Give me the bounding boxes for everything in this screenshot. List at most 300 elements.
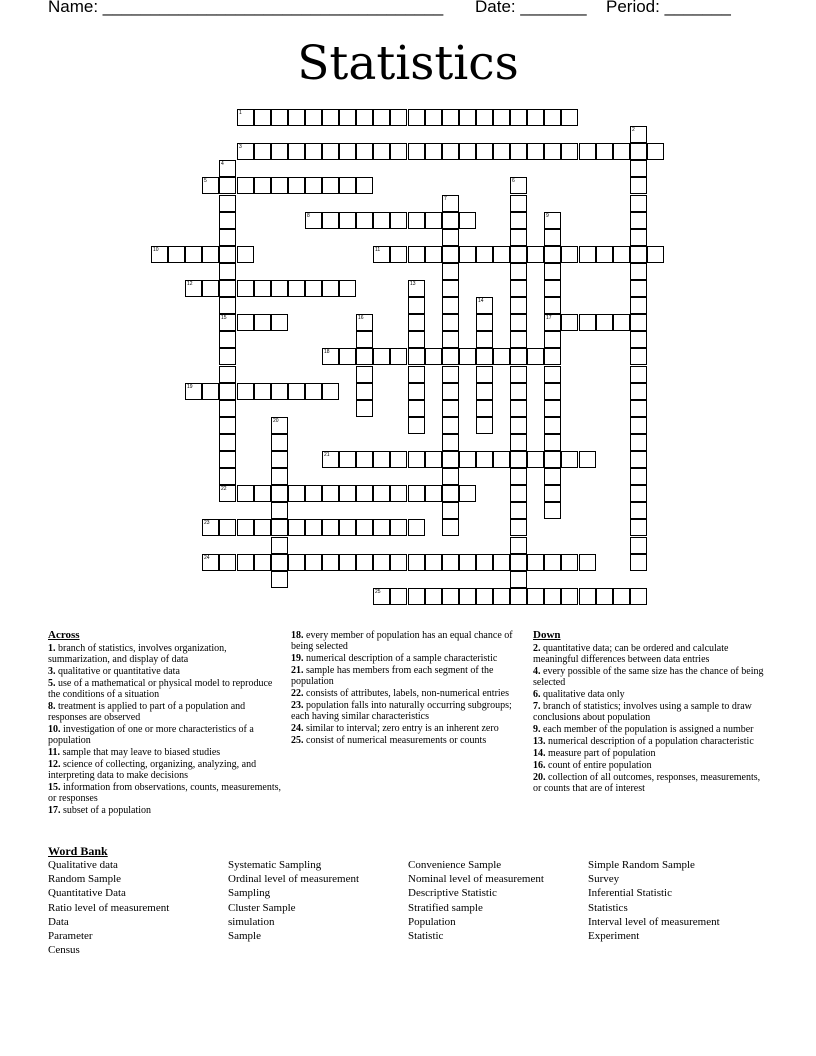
crossword-cell[interactable]	[510, 331, 527, 348]
crossword-cell[interactable]	[356, 331, 373, 348]
crossword-cell[interactable]	[219, 297, 236, 314]
crossword-cell[interactable]	[459, 554, 476, 571]
crossword-cell[interactable]	[305, 177, 322, 194]
crossword-cell[interactable]	[544, 109, 561, 126]
crossword-cell[interactable]	[442, 109, 459, 126]
crossword-cell[interactable]	[510, 451, 527, 468]
crossword-cell[interactable]	[630, 434, 647, 451]
crossword-cell[interactable]	[356, 348, 373, 365]
crossword-cell[interactable]	[493, 588, 510, 605]
crossword-cell[interactable]	[544, 263, 561, 280]
crossword-cell[interactable]	[510, 109, 527, 126]
crossword-cell[interactable]	[322, 177, 339, 194]
crossword-cell[interactable]	[510, 434, 527, 451]
crossword-cell[interactable]	[476, 417, 493, 434]
crossword-cell[interactable]	[408, 383, 425, 400]
crossword-cell[interactable]	[544, 229, 561, 246]
crossword-cell[interactable]	[322, 280, 339, 297]
crossword-cell[interactable]	[202, 383, 219, 400]
crossword-cell[interactable]	[373, 519, 390, 536]
crossword-cell[interactable]	[288, 109, 305, 126]
crossword-cell[interactable]	[459, 212, 476, 229]
crossword-cell[interactable]	[630, 417, 647, 434]
crossword-cell[interactable]	[510, 383, 527, 400]
crossword-cell[interactable]	[390, 451, 407, 468]
crossword-cell[interactable]	[442, 246, 459, 263]
crossword-cell[interactable]	[510, 229, 527, 246]
crossword-cell[interactable]	[305, 485, 322, 502]
crossword-cell[interactable]	[613, 314, 630, 331]
crossword-cell[interactable]	[339, 348, 356, 365]
crossword-cell[interactable]	[356, 383, 373, 400]
crossword-cell[interactable]	[425, 451, 442, 468]
crossword-cell[interactable]	[271, 434, 288, 451]
crossword-cell[interactable]	[544, 280, 561, 297]
crossword-cell[interactable]	[237, 519, 254, 536]
crossword-cell[interactable]	[442, 314, 459, 331]
crossword-cell[interactable]	[390, 348, 407, 365]
crossword-cell[interactable]	[237, 280, 254, 297]
crossword-cell[interactable]	[459, 348, 476, 365]
crossword-cell[interactable]	[339, 109, 356, 126]
crossword-cell[interactable]	[339, 519, 356, 536]
crossword-cell[interactable]	[356, 554, 373, 571]
crossword-cell[interactable]	[168, 246, 185, 263]
crossword-cell[interactable]	[544, 331, 561, 348]
crossword-cell[interactable]	[219, 468, 236, 485]
crossword-cell[interactable]	[630, 177, 647, 194]
crossword-cell[interactable]	[493, 451, 510, 468]
crossword-cell[interactable]	[408, 588, 425, 605]
crossword-cell[interactable]	[544, 588, 561, 605]
crossword-cell[interactable]	[390, 588, 407, 605]
crossword-cell[interactable]	[219, 331, 236, 348]
crossword-cell[interactable]	[219, 417, 236, 434]
crossword-cell[interactable]	[442, 502, 459, 519]
crossword-cell[interactable]	[254, 519, 271, 536]
crossword-cell[interactable]	[459, 451, 476, 468]
crossword-cell[interactable]	[339, 177, 356, 194]
crossword-cell[interactable]	[408, 297, 425, 314]
crossword-cell[interactable]	[476, 331, 493, 348]
crossword-cell[interactable]	[305, 109, 322, 126]
crossword-cell[interactable]	[544, 143, 561, 160]
crossword-cell[interactable]	[476, 246, 493, 263]
crossword-cell[interactable]	[288, 519, 305, 536]
crossword-cell[interactable]	[271, 571, 288, 588]
crossword-cell[interactable]	[322, 519, 339, 536]
crossword-cell[interactable]	[339, 212, 356, 229]
crossword-cell[interactable]	[544, 417, 561, 434]
crossword-cell[interactable]	[544, 485, 561, 502]
crossword-cell[interactable]	[408, 314, 425, 331]
crossword-cell[interactable]	[476, 588, 493, 605]
crossword-cell[interactable]	[476, 383, 493, 400]
crossword-cell[interactable]	[579, 588, 596, 605]
crossword-cell[interactable]	[544, 297, 561, 314]
crossword-cell[interactable]	[579, 314, 596, 331]
crossword-cell[interactable]	[476, 109, 493, 126]
crossword-cell[interactable]	[510, 417, 527, 434]
crossword-cell[interactable]	[561, 314, 578, 331]
crossword-cell[interactable]	[390, 485, 407, 502]
crossword-cell[interactable]	[510, 314, 527, 331]
crossword-cell[interactable]	[305, 554, 322, 571]
crossword-cell[interactable]	[237, 177, 254, 194]
crossword-cell[interactable]	[630, 331, 647, 348]
crossword-cell[interactable]	[510, 297, 527, 314]
crossword-cell[interactable]	[219, 177, 236, 194]
crossword-cell[interactable]	[408, 451, 425, 468]
crossword-cell[interactable]	[561, 109, 578, 126]
crossword-cell[interactable]	[390, 212, 407, 229]
crossword-cell[interactable]	[442, 348, 459, 365]
crossword-cell[interactable]	[356, 177, 373, 194]
crossword-cell[interactable]	[408, 485, 425, 502]
crossword-cell[interactable]	[425, 588, 442, 605]
crossword-cell[interactable]	[630, 366, 647, 383]
crossword-cell[interactable]	[425, 348, 442, 365]
crossword-cell[interactable]	[288, 485, 305, 502]
crossword-cell[interactable]	[459, 143, 476, 160]
crossword-cell[interactable]	[561, 143, 578, 160]
crossword-cell[interactable]	[408, 246, 425, 263]
crossword-cell[interactable]	[237, 554, 254, 571]
crossword-cell[interactable]	[630, 588, 647, 605]
crossword-cell[interactable]	[476, 314, 493, 331]
crossword-cell[interactable]	[579, 554, 596, 571]
crossword-cell[interactable]	[630, 451, 647, 468]
crossword-cell[interactable]	[305, 383, 322, 400]
crossword-cell[interactable]	[408, 519, 425, 536]
crossword-cell[interactable]	[373, 485, 390, 502]
crossword-cell[interactable]	[408, 400, 425, 417]
crossword-cell[interactable]	[493, 109, 510, 126]
crossword-cell[interactable]	[442, 229, 459, 246]
crossword-cell[interactable]	[408, 366, 425, 383]
crossword-cell[interactable]	[219, 280, 236, 297]
crossword-cell[interactable]	[408, 109, 425, 126]
crossword-cell[interactable]	[510, 212, 527, 229]
crossword-cell[interactable]	[322, 554, 339, 571]
crossword-cell[interactable]	[442, 143, 459, 160]
crossword-cell[interactable]	[356, 143, 373, 160]
crossword-cell[interactable]	[442, 263, 459, 280]
crossword-cell[interactable]	[373, 348, 390, 365]
crossword-cell[interactable]	[271, 280, 288, 297]
crossword-cell[interactable]	[254, 383, 271, 400]
crossword-cell[interactable]	[459, 588, 476, 605]
crossword-cell[interactable]	[544, 246, 561, 263]
crossword-cell[interactable]	[510, 263, 527, 280]
crossword-cell[interactable]	[271, 451, 288, 468]
crossword-cell[interactable]	[288, 383, 305, 400]
crossword-cell[interactable]	[288, 554, 305, 571]
crossword-cell[interactable]	[356, 400, 373, 417]
crossword-cell[interactable]	[510, 195, 527, 212]
crossword-cell[interactable]	[442, 434, 459, 451]
crossword-cell[interactable]	[356, 212, 373, 229]
crossword-cell[interactable]	[579, 451, 596, 468]
crossword-cell[interactable]	[527, 588, 544, 605]
crossword-cell[interactable]	[630, 195, 647, 212]
crossword-cell[interactable]	[596, 143, 613, 160]
crossword-cell[interactable]	[425, 109, 442, 126]
crossword-cell[interactable]	[271, 109, 288, 126]
crossword-cell[interactable]	[219, 434, 236, 451]
crossword-cell[interactable]	[271, 314, 288, 331]
crossword-cell[interactable]	[510, 554, 527, 571]
crossword-cell[interactable]	[544, 400, 561, 417]
crossword-cell[interactable]	[305, 143, 322, 160]
crossword-cell[interactable]	[442, 297, 459, 314]
crossword-cell[interactable]	[237, 383, 254, 400]
crossword-cell[interactable]	[425, 246, 442, 263]
crossword-cell[interactable]	[322, 383, 339, 400]
crossword-cell[interactable]	[322, 109, 339, 126]
crossword-cell[interactable]	[596, 246, 613, 263]
crossword-cell[interactable]	[408, 331, 425, 348]
crossword-cell[interactable]	[288, 143, 305, 160]
crossword-cell[interactable]	[408, 143, 425, 160]
crossword-cell[interactable]	[561, 554, 578, 571]
crossword-cell[interactable]	[510, 348, 527, 365]
crossword-cell[interactable]	[493, 348, 510, 365]
crossword-cell[interactable]	[271, 502, 288, 519]
crossword-cell[interactable]	[288, 177, 305, 194]
crossword-cell[interactable]	[339, 451, 356, 468]
crossword-cell[interactable]	[510, 143, 527, 160]
crossword-cell[interactable]	[459, 485, 476, 502]
crossword-cell[interactable]	[442, 519, 459, 536]
crossword-cell[interactable]	[527, 554, 544, 571]
crossword-cell[interactable]	[271, 468, 288, 485]
crossword-cell[interactable]	[510, 537, 527, 554]
crossword-cell[interactable]	[561, 451, 578, 468]
crossword-cell[interactable]	[630, 143, 647, 160]
crossword-cell[interactable]	[527, 246, 544, 263]
crossword-cell[interactable]	[510, 519, 527, 536]
crossword-cell[interactable]	[544, 468, 561, 485]
crossword-cell[interactable]	[390, 109, 407, 126]
crossword-cell[interactable]	[356, 109, 373, 126]
crossword-cell[interactable]	[254, 109, 271, 126]
crossword-cell[interactable]	[613, 246, 630, 263]
crossword-cell[interactable]	[544, 502, 561, 519]
crossword-cell[interactable]	[510, 366, 527, 383]
crossword-cell[interactable]	[630, 468, 647, 485]
crossword-cell[interactable]	[630, 280, 647, 297]
crossword-cell[interactable]	[339, 280, 356, 297]
crossword-cell[interactable]	[271, 519, 288, 536]
crossword-cell[interactable]	[527, 451, 544, 468]
crossword-cell[interactable]	[442, 417, 459, 434]
crossword-cell[interactable]	[596, 314, 613, 331]
crossword-cell[interactable]	[219, 451, 236, 468]
crossword-cell[interactable]	[219, 229, 236, 246]
crossword-cell[interactable]	[630, 537, 647, 554]
crossword-cell[interactable]	[476, 366, 493, 383]
crossword-cell[interactable]	[476, 400, 493, 417]
crossword-cell[interactable]	[544, 348, 561, 365]
crossword-cell[interactable]	[630, 348, 647, 365]
crossword-cell[interactable]	[202, 246, 219, 263]
crossword-cell[interactable]	[219, 212, 236, 229]
crossword-cell[interactable]	[630, 519, 647, 536]
crossword-cell[interactable]	[527, 109, 544, 126]
crossword-cell[interactable]	[510, 571, 527, 588]
crossword-cell[interactable]	[202, 280, 219, 297]
crossword-cell[interactable]	[630, 400, 647, 417]
crossword-cell[interactable]	[442, 366, 459, 383]
crossword-cell[interactable]	[476, 554, 493, 571]
crossword-cell[interactable]	[408, 417, 425, 434]
crossword-cell[interactable]	[527, 143, 544, 160]
crossword-cell[interactable]	[322, 485, 339, 502]
crossword-cell[interactable]	[219, 383, 236, 400]
crossword-cell[interactable]	[493, 246, 510, 263]
crossword-cell[interactable]	[219, 263, 236, 280]
crossword-cell[interactable]	[630, 485, 647, 502]
crossword-cell[interactable]	[442, 280, 459, 297]
crossword-cell[interactable]	[219, 400, 236, 417]
crossword-cell[interactable]	[493, 143, 510, 160]
crossword-cell[interactable]	[630, 554, 647, 571]
crossword-cell[interactable]	[219, 554, 236, 571]
crossword-cell[interactable]	[579, 143, 596, 160]
crossword-cell[interactable]	[254, 314, 271, 331]
crossword-cell[interactable]	[510, 588, 527, 605]
crossword-cell[interactable]	[373, 554, 390, 571]
crossword-cell[interactable]	[510, 468, 527, 485]
crossword-cell[interactable]	[408, 554, 425, 571]
crossword-cell[interactable]	[630, 160, 647, 177]
crossword-cell[interactable]	[476, 348, 493, 365]
crossword-cell[interactable]	[630, 246, 647, 263]
crossword-cell[interactable]	[630, 212, 647, 229]
crossword-cell[interactable]	[425, 485, 442, 502]
crossword-cell[interactable]	[442, 468, 459, 485]
crossword-cell[interactable]	[425, 143, 442, 160]
crossword-cell[interactable]	[305, 519, 322, 536]
crossword-cell[interactable]	[442, 451, 459, 468]
crossword-cell[interactable]	[219, 195, 236, 212]
crossword-cell[interactable]	[271, 485, 288, 502]
crossword-cell[interactable]	[254, 554, 271, 571]
crossword-cell[interactable]	[271, 383, 288, 400]
date-field[interactable]: Date: _______	[475, 0, 587, 16]
crossword-cell[interactable]	[476, 451, 493, 468]
crossword-cell[interactable]	[630, 314, 647, 331]
crossword-cell[interactable]	[390, 519, 407, 536]
crossword-cell[interactable]	[390, 143, 407, 160]
crossword-cell[interactable]	[442, 400, 459, 417]
crossword-cell[interactable]	[254, 143, 271, 160]
crossword-cell[interactable]	[510, 280, 527, 297]
crossword-cell[interactable]	[254, 177, 271, 194]
crossword-cell[interactable]	[425, 554, 442, 571]
crossword-cell[interactable]	[339, 554, 356, 571]
crossword-cell[interactable]	[544, 451, 561, 468]
crossword-cell[interactable]	[596, 588, 613, 605]
crossword-cell[interactable]	[254, 485, 271, 502]
crossword-cell[interactable]	[219, 366, 236, 383]
crossword-cell[interactable]	[630, 263, 647, 280]
crossword-cell[interactable]	[254, 280, 271, 297]
crossword-cell[interactable]	[527, 348, 544, 365]
crossword-cell[interactable]	[356, 519, 373, 536]
crossword-cell[interactable]	[339, 143, 356, 160]
crossword-cell[interactable]	[630, 229, 647, 246]
crossword-cell[interactable]	[459, 109, 476, 126]
crossword-cell[interactable]	[408, 212, 425, 229]
crossword-cell[interactable]	[544, 434, 561, 451]
crossword-cell[interactable]	[493, 554, 510, 571]
crossword-cell[interactable]	[271, 554, 288, 571]
crossword-cell[interactable]	[613, 588, 630, 605]
crossword-cell[interactable]	[544, 554, 561, 571]
crossword-cell[interactable]	[237, 246, 254, 263]
crossword-cell[interactable]	[630, 297, 647, 314]
crossword-cell[interactable]	[339, 485, 356, 502]
crossword-cell[interactable]	[356, 485, 373, 502]
crossword-cell[interactable]	[510, 246, 527, 263]
crossword-cell[interactable]	[459, 246, 476, 263]
crossword-cell[interactable]	[373, 143, 390, 160]
crossword-cell[interactable]	[442, 485, 459, 502]
crossword-cell[interactable]	[271, 537, 288, 554]
crossword-cell[interactable]	[271, 143, 288, 160]
crossword-cell[interactable]	[442, 383, 459, 400]
crossword-cell[interactable]	[647, 246, 664, 263]
crossword-cell[interactable]	[185, 246, 202, 263]
period-field[interactable]: Period: _______	[606, 0, 731, 16]
crossword-cell[interactable]	[544, 383, 561, 400]
crossword-cell[interactable]	[408, 348, 425, 365]
crossword-cell[interactable]	[373, 212, 390, 229]
crossword-cell[interactable]	[613, 143, 630, 160]
crossword-cell[interactable]	[544, 366, 561, 383]
crossword-cell[interactable]	[356, 366, 373, 383]
crossword-cell[interactable]	[288, 280, 305, 297]
crossword-cell[interactable]	[476, 143, 493, 160]
crossword-cell[interactable]	[442, 331, 459, 348]
crossword-cell[interactable]	[390, 246, 407, 263]
crossword-cell[interactable]	[356, 451, 373, 468]
crossword-cell[interactable]	[373, 451, 390, 468]
crossword-cell[interactable]	[305, 280, 322, 297]
crossword-cell[interactable]	[237, 485, 254, 502]
crossword-cell[interactable]	[219, 348, 236, 365]
crossword-cell[interactable]	[219, 519, 236, 536]
crossword-cell[interactable]	[219, 246, 236, 263]
name-field[interactable]: Name: ____________________________________	[48, 0, 444, 16]
crossword-cell[interactable]	[647, 143, 664, 160]
crossword-cell[interactable]	[561, 246, 578, 263]
crossword-cell[interactable]	[425, 212, 442, 229]
crossword-cell[interactable]	[322, 143, 339, 160]
crossword-cell[interactable]	[510, 485, 527, 502]
crossword-cell[interactable]	[390, 554, 407, 571]
crossword-cell[interactable]	[237, 314, 254, 331]
crossword-cell[interactable]	[322, 212, 339, 229]
crossword-cell[interactable]	[510, 502, 527, 519]
crossword-cell[interactable]	[271, 177, 288, 194]
crossword-cell[interactable]	[579, 246, 596, 263]
crossword-cell[interactable]	[442, 212, 459, 229]
crossword-cell[interactable]	[510, 400, 527, 417]
crossword-cell[interactable]	[561, 588, 578, 605]
